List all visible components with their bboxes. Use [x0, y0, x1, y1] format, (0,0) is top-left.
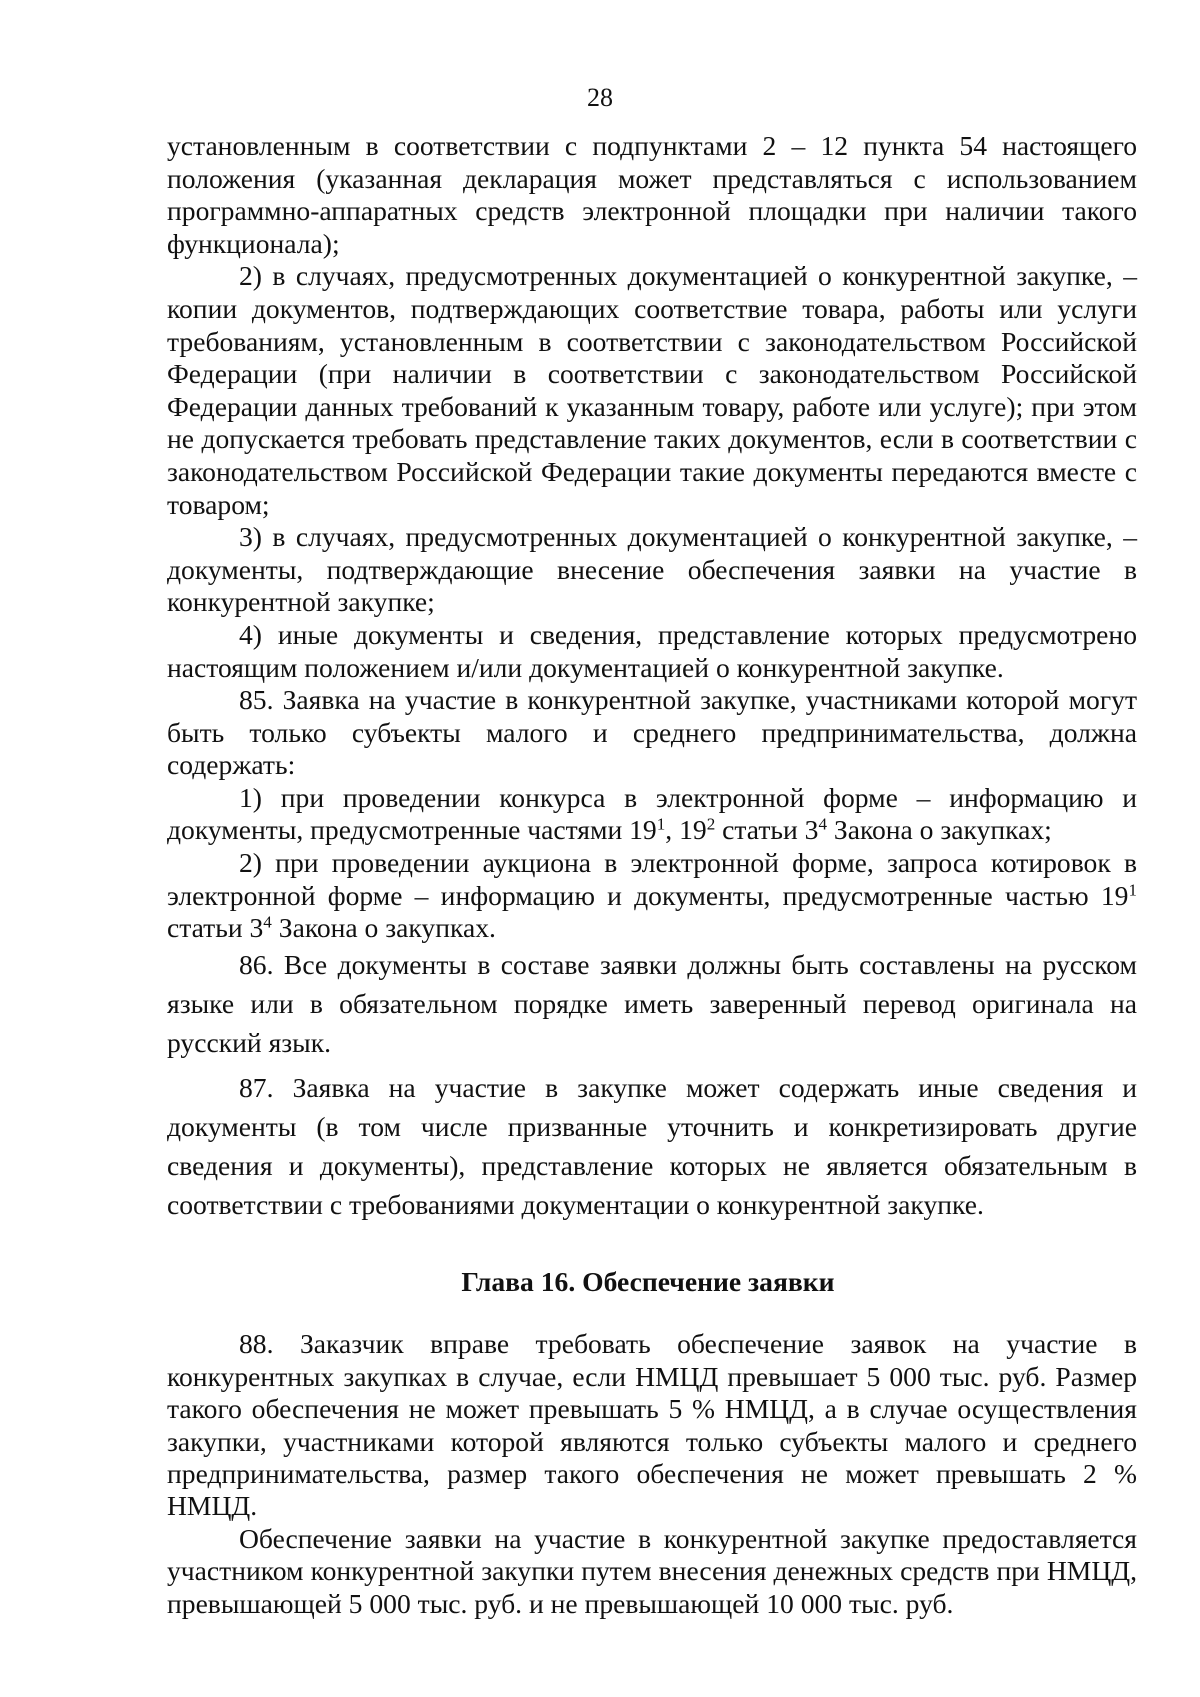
- paragraph-item-4: 4) иные документы и сведения, представление которых предусмотрено настоящим положением и/или документацией о конкурентной закупке.: [167, 618, 1137, 683]
- superscript: 1: [656, 815, 666, 835]
- paragraph-88: 88. Заказчик вправе требовать обеспечение заявок на участие в конкурентных закупках в случае, если НМЦД превышает 5 000 тыс. руб. Размер такого обеспечения не может превышать 5 % НМЦД, а в случае осуществления закупки, участниками которой являются только субъекты малого и среднего предпринимательства, размер такого обеспечения не может превышать 2 % НМЦД.: [167, 1328, 1137, 1522]
- paragraph-85-item-2: [167, 847, 1137, 945]
- paragraph-88-continuation: Обеспечение заявки на участие в конкурентной закупке предоставляется участником конкурентной закупки путем внесения денежных средств при НМЦД, превышающей 5 000 тыс. руб. и не превышающей 10 000 тыс. руб.: [167, 1522, 1137, 1619]
- paragraph-85-item-1: [167, 782, 1137, 847]
- text-span: статьи 3: [715, 814, 819, 846]
- superscript: 2: [706, 815, 716, 835]
- paragraph-continuation: установленным в соответствии с подпунктами 2 – 12 пункта 54 настоящего положения (указанная декларация может представляться с использованием программно-аппаратных средств электронной площадки при наличии такого функционала);: [167, 130, 1137, 259]
- paragraph-85: 85. Заявка на участие в конкурентной закупке, участниками которой могут быть только субъекты малого и среднего предпринимательства, должна содержать:: [167, 684, 1137, 781]
- chapter-title: Глава 16. Обеспечение заявки: [461, 1265, 835, 1297]
- text-span: Закона о закупках.: [271, 912, 496, 944]
- superscript: 1: [1128, 880, 1137, 900]
- superscript: 4: [818, 815, 827, 835]
- paragraph-86: 86. Все документы в составе заявки должны быть составлены на русском языке или в обязательном порядке иметь заверенный перевод оригинала на русский язык.: [167, 948, 1137, 1058]
- text-span: 2) при проведении аукциона в электронной форме, запроса котировок в электронной форме – информацию и документы, предусмотренные частью 19: [167, 847, 1137, 911]
- paragraph-87: 87. Заявка на участие в закупке может содержать иные сведения и документы (в том числе призванные уточнить и конкретизировать другие сведения и документы), представление которых не является обязательным в соответствии с требованиями документации о конкурентной закупке.: [167, 1071, 1137, 1220]
- text-span: Закона о закупках;: [827, 814, 1052, 846]
- text-span: статьи 3: [167, 912, 264, 944]
- superscript: 4: [263, 912, 272, 932]
- paragraph-item-2: 2) в случаях, предусмотренных документацией о конкурентной закупке, – копии документов, подтверждающих соответствие товара, работы или услуги требованиям, установленным в соответствии с законодательством Российской Федерации (при наличии в соответствии с законодательством Российской Федерации данных требований к указанным товару, работе или услуге); при этом не допускается требовать представление таких документов, если в соответствии с законодательством Российской Федерации такие документы передаются вместе с товаром;: [167, 260, 1137, 520]
- text-span: , 19: [665, 814, 707, 846]
- paragraph-item-3: 3) в случаях, предусмотренных документацией о конкурентной закупке, – документы, подтверждающие внесение обеспечения заявки на участие в конкурентной закупке;: [167, 521, 1137, 618]
- document-body: [167, 130, 1137, 1620]
- text-span: 1) при проведении конкурса в электронной форме – информацию и документы, предусмотренные частями 19: [167, 781, 1137, 846]
- page-number: 28: [587, 83, 613, 112]
